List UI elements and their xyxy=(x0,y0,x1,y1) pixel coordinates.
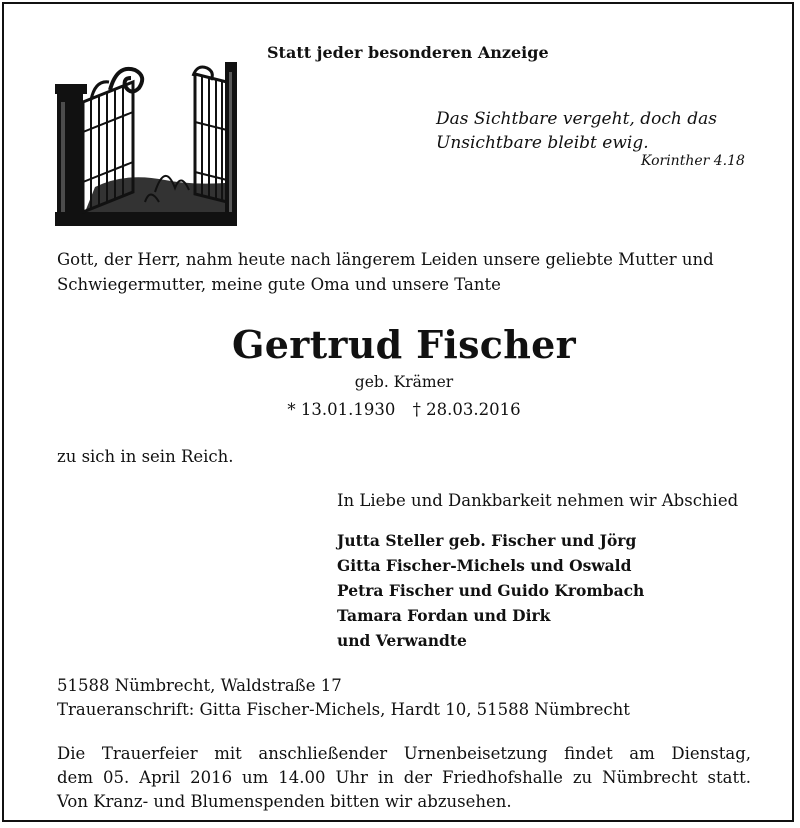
ceremony-line: Von Kranz- und Blumenspenden bitten wir abzusehen. xyxy=(57,792,512,811)
family-member: Gitta Fischer-Michels und Oswald xyxy=(337,556,632,575)
obituary-frame xyxy=(2,2,794,822)
family-member: Tamara Fordan und Dirk xyxy=(337,606,551,625)
ceremony-line: Die Trauerfeier mit anschließender Urnenbeisetzung findet am Dienstag, xyxy=(57,744,751,763)
maiden-name: geb. Krämer xyxy=(354,373,454,391)
birth-date: * 13.01.1930 xyxy=(287,400,396,419)
farewell-text: In Liebe und Dankbarkeit nehmen wir Abschied xyxy=(337,491,739,510)
intro-text xyxy=(57,247,714,297)
quote-source: Korinther 4.18 xyxy=(641,153,745,169)
header-title: Statt jeder besonderen Anzeige xyxy=(267,43,549,62)
ceremony-line: dem 05. April 2016 um 14.00 Uhr in der Friedhofshalle zu Nümbrecht statt. xyxy=(57,768,751,787)
ceremony-text xyxy=(57,742,751,814)
family-list xyxy=(337,528,644,653)
quote-line: Unsichtbare bleibt ewig. xyxy=(436,133,649,153)
family-member: und Verwandte xyxy=(337,631,467,650)
intro-line: Schwiegermutter, meine gute Oma und unsere Tante xyxy=(57,275,501,294)
cemetery-gate-icon xyxy=(55,62,237,226)
home-address: 51588 Nümbrecht, Waldstraße 17 xyxy=(57,676,342,695)
death-date: † 28.03.2016 xyxy=(412,400,521,419)
deceased-name: Gertrud Fischer xyxy=(232,322,576,367)
closing-text: zu sich in sein Reich. xyxy=(57,447,234,466)
quote-line: Das Sichtbare vergeht, doch das xyxy=(436,109,717,129)
intro-line: Gott, der Herr, nahm heute nach längerem Leiden unsere geliebte Mutter und xyxy=(57,250,714,269)
address-block xyxy=(57,674,630,722)
mourning-address: Traueranschrift: Gitta Fischer-Michels, Hardt 10, 51588 Nümbrecht xyxy=(57,700,630,719)
family-member: Jutta Steller geb. Fischer und Jörg xyxy=(337,531,637,550)
bible-quote xyxy=(436,107,717,155)
life-dates xyxy=(4,400,800,419)
family-member: Petra Fischer und Guido Krombach xyxy=(337,581,645,600)
